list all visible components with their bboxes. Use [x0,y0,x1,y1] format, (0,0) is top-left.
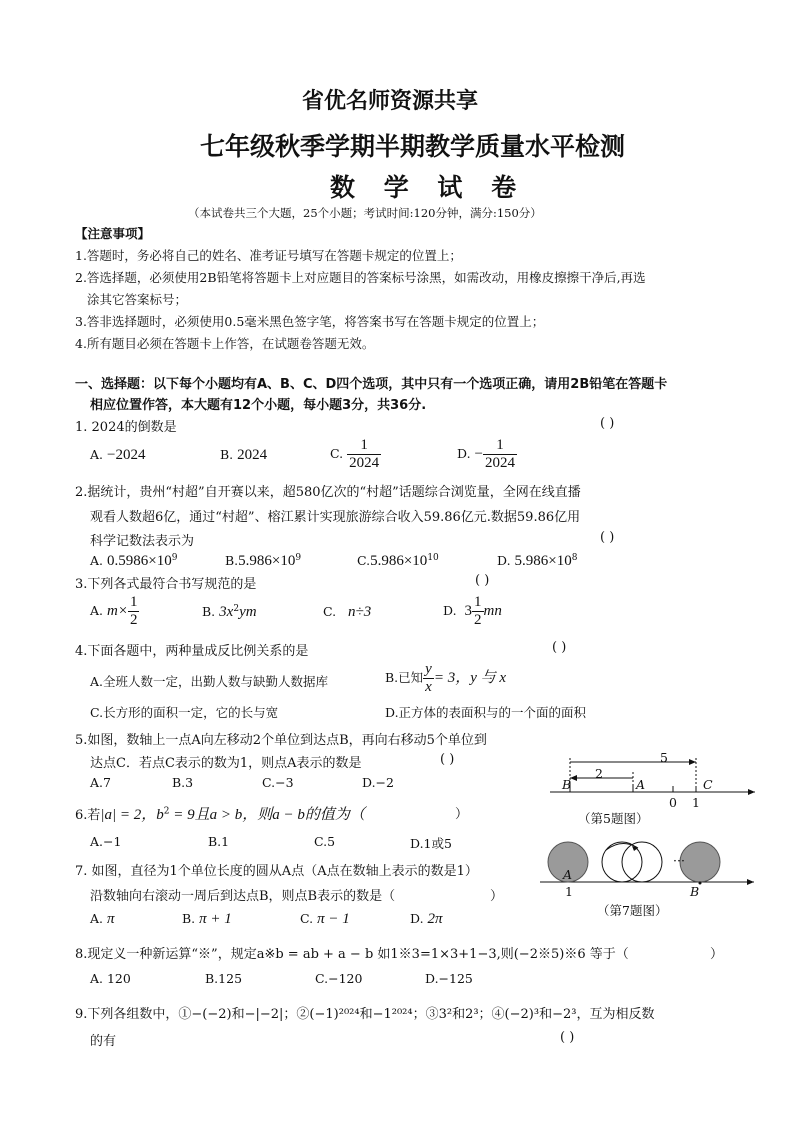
q2-option-c: $C.5.986\times 10^{10}$ [357,553,439,570]
q8-option-c: C.−120 [315,971,363,986]
q6-option-d: D.1或5 [410,836,452,851]
q5-stem-line1: 5.如图，数轴上一点A向左移动2个单位到达点B，再向右移动5个单位到 [75,733,487,748]
q3-option-b: B. $3x^2ym$ [202,604,257,621]
q7-stem-line2: 沿数轴向右滚动一周后到达点B，则点B表示的数是（ [90,889,396,904]
banner-title: 省优名师资源共享 [302,89,479,114]
q5-answer-paren: ( ) [440,752,455,767]
fig5-label-5: 5 [660,750,668,765]
q2-option-a: A. $0.5986\times 10^9$ [90,553,178,570]
q6-answer-paren-close: ） [455,807,469,822]
q2-option-b: $B.5.986\times 10^9$ [225,553,302,570]
q3-stem: 3.下列各式最符合书写规范的是 [75,577,257,592]
fig5-point-c: C [703,777,713,792]
q2-option-d: D. $5.986\times 10^8$ [497,553,578,570]
q7-answer-paren-close: ） [490,889,504,904]
q4-stem: 4.下面各题中，两种量成反比例关系的是 [75,644,309,659]
notes-heading: 【注意事项】 [75,226,151,241]
note-item: 1.答题时，务必将自己的姓名、准考证号填写在答题卡规定的位置上； [75,248,462,263]
q6-option-b: B.1 [208,834,230,849]
subject-title: 数 学 试 卷 [330,173,527,202]
q9-stem-line1: 9.下列各组数中，①−(−2)和−|−2|；②(−1)²⁰²⁴和−1²⁰²⁴；③3²和2³；④(−2)³和−2³，互为相反数 [75,1007,655,1022]
note-item: 2.答选择题，必须使用2B铅笔将答题卡上对应题目的答案标号涂黑，如需改动，用橡皮擦擦干净后,再选 [75,270,646,285]
fig7-point-b: B [690,884,700,899]
q3-option-d: D. 3 $\frac{1}{2}$ mn [443,594,502,628]
note-item: 3.答非选择题时，必须使用0.5毫米黑色签字笔，将答案书写在答题卡规定的位置上； [75,314,545,329]
q7-stem-line1: 7. 如图，直径为1个单位长度的圆从A点（A点在数轴上表示的数是1） [75,864,478,879]
q3-answer-paren: ( ) [475,573,490,588]
q5-option-b: B.3 [172,775,194,790]
q9-answer-paren: ( ) [560,1030,575,1045]
q7-option-a: A. π [90,911,115,927]
q4-answer-paren: ( ) [552,640,567,655]
fig7-dots: ··· [673,853,685,868]
exam-info: （本试卷共三个大题，25个小题；考试时间:120分钟，满分:150分） [188,206,542,220]
q5-option-a: A.7 [90,775,111,790]
q7-option-d: D. 2π [410,911,443,927]
fig5-tick-0: 0 [669,795,677,810]
note-item: 4.所有题目必须在答题卡上作答，在试题卷答题无效。 [75,336,375,351]
q7-option-b: B. π + 1 [182,911,232,927]
q2-stem-line3: 科学记数法表示为 [90,534,195,549]
rolling-circle-figure-7 [540,836,760,896]
q3-option-a: A. m× $\frac{1}{2}$ [90,594,138,628]
q7-option-c: C. π − 1 [300,911,350,927]
q6-option-c: C.5 [314,834,336,849]
q8-option-b: B.125 [205,971,243,986]
q8-option-a: A. 120 [90,971,131,986]
q4-option-c: C.长方形的面积一定，它的长与宽 [90,705,279,720]
q1-option-c: C. $\frac{1}{2024}$ [330,437,380,471]
q2-stem-line1: 2.据统计，贵州“村超”自开赛以来，超580亿次的“村超”话题综合浏览量，全网在线直播 [75,485,581,500]
fig7-point-a: A [563,867,573,882]
fig5-tick-1: 1 [692,795,700,810]
fig5-label-2: 2 [595,766,603,781]
q1-option-d: D. − $\frac{1}{2024}$ [457,437,516,471]
q8-answer-paren-close: ） [710,947,724,962]
q6-option-a: A.−1 [90,834,122,849]
q1-answer-paren: ( ) [600,416,615,431]
q8-stem: 8.现定义一种新运算“※”，规定a※b = ab + a − b 如1※3=1×3+1−3,则(−2※5)※6 等于（ [75,947,629,962]
fig5-point-a: A [636,777,646,792]
fig5-caption: （第5题图） [578,811,649,826]
q2-answer-paren: ( ) [600,530,615,545]
q1-option-b: B. 2024 [220,447,268,463]
q1-stem: 1. 2024的倒数是 [75,420,177,435]
q4-option-b: B.已知 $\frac{y}{x}$ = 3，y 与 x [385,661,507,695]
fig5-point-b: B [562,777,572,792]
fig7-caption: （第7题图） [597,903,668,918]
note-item: 涂其它答案标号； [87,292,188,307]
q5-option-d: D.−2 [362,775,394,790]
exam-title: 七年级秋季学期半期教学质量水平检测 [200,132,626,161]
fig7-tick-1: 1 [565,884,573,899]
q5-option-c: C.−3 [262,775,294,790]
q8-option-d: D.−125 [425,971,473,986]
q4-option-d: D.正方体的表面积与的一个面的面积 [385,705,587,720]
section-heading: 一、选择题：以下每个小题均有A、B、C、D四个选项，其中只有一个选项正确，请用2B铅笔在答题卡 [75,377,668,392]
q1-option-a: A. −2024 [90,447,146,463]
q3-option-c: C. n÷3 [323,604,372,620]
q9-stem-line2: 的有 [90,1034,117,1049]
q2-stem-line2: 观看人数超6亿，通过“村超”、榕江累计实现旅游综合收入59.86亿元.数据59.86亿用 [90,510,581,525]
q6-stem: 6.若|a| = 2，$b^2 = 9$且a > b，则a − b的值为（ [75,806,365,823]
q4-option-a: A.全班人数一定，出勤人数与缺勤人数据库 [90,674,329,689]
section-heading-cont: 相应位置作答，本大题有12个小题，每小题3分，共36分. [90,398,427,413]
q5-stem-line2: 达点C．若点C表示的数为1，则点A表示的数是 [90,756,362,771]
